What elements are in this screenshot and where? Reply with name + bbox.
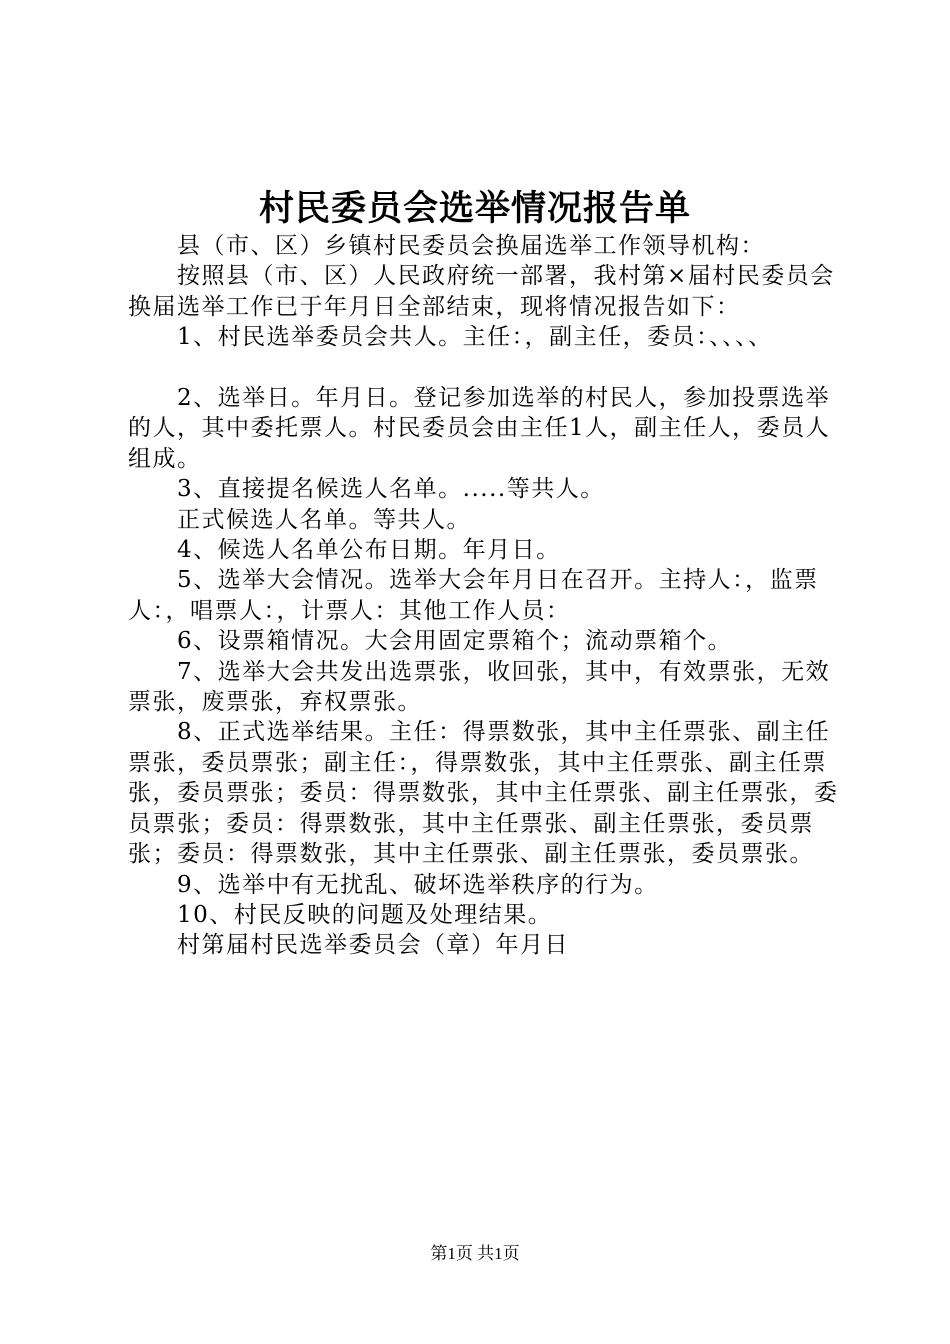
paragraph-item-5: 5、选举大会情况。选举大会年月日在召开。主持人：，监票人：，唱票人：，计票人：其他工作人员： <box>128 567 819 624</box>
paragraph-item-1: 1、村民选举委员会共人。主任：，副主任，委员：、、、、 <box>177 324 773 351</box>
paragraph-blank <box>128 353 840 383</box>
page-footer: 第1页 共1页 <box>430 1244 520 1263</box>
paragraph-item-7: 7、选举大会共发出选票张，收回张，其中，有效票张，无效票张，废票张，弃权票张。 <box>128 658 831 716</box>
paragraph-item-2: 2、选举日。年月日。登记参加选举的村民人，参加投票选举的人，其中委托票人。村民委员会由主任1人，副主任人，委员人组成。 <box>128 385 831 472</box>
paragraph-item-4: 4、候选人名单公布日期。年月日。 <box>177 537 561 564</box>
document-body <box>128 231 840 961</box>
paragraph-signature: 村第届村民选举委员会（章）年月日 <box>177 932 569 959</box>
paragraph-intro: 按照县（市、区）人民政府统一部署，我村第×届村民委员会换届选举工作已于年月日全部结束，现将情况报告如下： <box>128 263 835 320</box>
paragraph-item-3-formal: 正式候选人名单。等共人。 <box>177 506 471 533</box>
paragraph-item-10: 10、村民反映的问题及处理结果。 <box>177 901 553 928</box>
paragraph-item-3: 3、直接提名候选人名单。.....等共人。 <box>177 476 605 503</box>
paragraph-addressee: 县（市、区）乡镇村民委员会换届选举工作领导机构： <box>177 233 765 259</box>
document-title: 村民委员会选举情况报告单 <box>258 188 691 229</box>
paragraph-item-8: 8、正式选举结果。主任：得票数张，其中主任票张、副主任票张，委员票张；副主任：，得票数张，其中主任票张、副主任票张，委员票张；委员：得票数张，其中主任票张、副主任票张，委员票张；委员：得票数张，其中主任票张、副主任票张，委员票张；委员：得票数张，其中主任票张、副主任票张，委员票张。 <box>128 719 839 868</box>
paragraph-item-9: 9、选举中有无扰乱、破坏选举秩序的行为。 <box>177 871 659 898</box>
paragraph-item-6: 6、设票箱情况。大会用固定票箱个；流动票箱个。 <box>177 628 733 655</box>
